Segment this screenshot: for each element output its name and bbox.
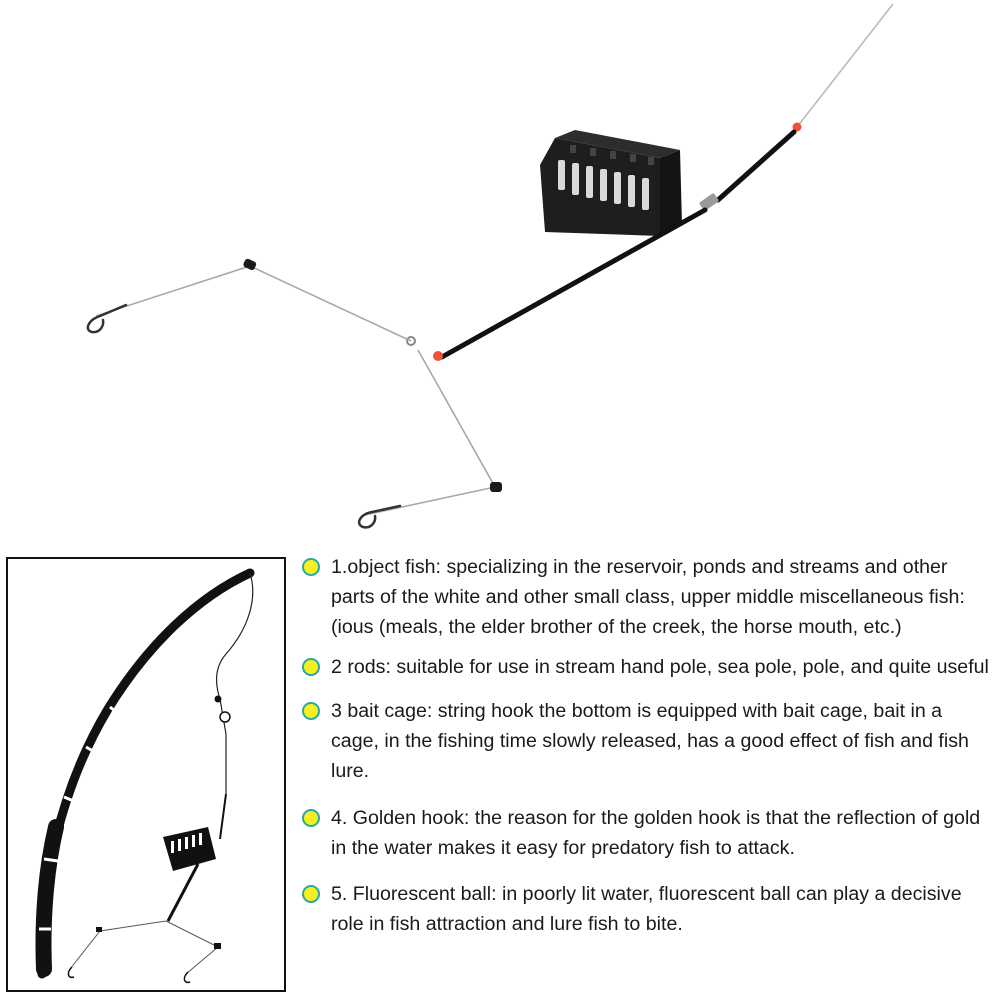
leader-line-lower [365, 350, 495, 515]
feature-text: 3 bait cage: string hook the bottom is equipped with bait cage, bait in a cage, in the fishing time slowly released, has a good effect of fish and fish lure. [331, 700, 969, 782]
feature-list [300, 552, 995, 939]
rod-diagram-illustration [6, 557, 286, 992]
spring-connector-icon [699, 193, 719, 212]
leader-line-upper [96, 266, 411, 341]
feature-item [300, 652, 995, 682]
bait-cage-icon [163, 827, 216, 871]
feature-text: 4. Golden hook: the reason for the golden hook is that the reflection of gold in the water makes it easy for predatory fish to attack. [331, 807, 981, 859]
feature-text: 2 rods: suitable for use in stream hand pole, sea pole, pole, and quite useful [331, 656, 989, 678]
feature-text: 5. Fluorescent ball: in poorly lit water, fluorescent ball can play a decisive role in fish attraction and lure fish to bite. [331, 883, 962, 935]
knot-icon [490, 482, 502, 492]
fishing-line [217, 573, 253, 794]
feature-item [300, 696, 995, 786]
fishing-rod-icon [42, 573, 250, 974]
hook-icon [88, 305, 126, 332]
fluorescent-bead-icon [433, 351, 443, 361]
bullet-circle-icon [302, 702, 320, 720]
rod-handle [44, 827, 57, 969]
bead-icon [215, 696, 222, 703]
float-ring-icon [220, 712, 230, 722]
bullet-circle-icon [302, 885, 320, 903]
feature-item [300, 879, 995, 939]
main-line [797, 4, 893, 127]
bullet-circle-icon [302, 658, 320, 676]
feature-text: 1.object fish: specializing in the reservoir, ponds and streams and other parts of the white and other small class, upper middle miscellaneous fish: (ious (meals, the elder brother of the creek, the horse mouth, etc.) [331, 556, 965, 638]
hook-icon [184, 972, 190, 982]
feature-item [300, 552, 995, 642]
bullet-circle-icon [302, 809, 320, 827]
bullet-circle-icon [302, 558, 320, 576]
bait-cage-icon [540, 130, 682, 236]
hook-icon [68, 967, 74, 977]
feature-item [300, 803, 995, 863]
anti-tangle-tube [718, 132, 794, 200]
